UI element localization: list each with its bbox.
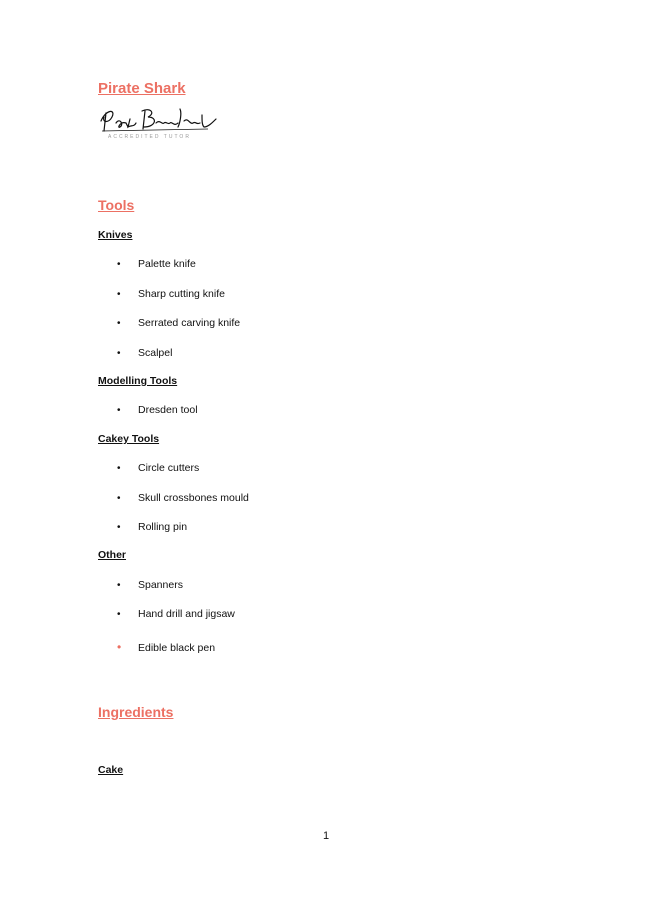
list-item: • Hand drill and jigsaw [117,608,235,620]
list-item: • Circle cutters [117,462,200,474]
bullet-icon: • [117,580,121,591]
signature-caption: ACCREDITED TUTOR [108,134,191,140]
bullet-icon: • [117,640,122,654]
bullet-icon: • [117,348,121,359]
page-number: 1 [322,830,330,842]
bullet-icon: • [117,405,121,416]
list-item: • Dresden tool [117,404,198,416]
document-title: Pirate Shark [98,80,186,97]
bullet-icon: • [117,493,121,504]
bullet-icon: • [117,289,121,300]
bullet-icon: • [117,463,121,474]
knives-heading: Knives [98,229,133,241]
ingredients-heading: Ingredients [98,704,174,720]
bullet-icon: • [117,609,121,620]
list-item: • Skull crossbones mould [117,492,249,504]
list-item: • Sharp cutting knife [117,288,225,300]
list-item: • Scalpel [117,347,173,359]
cakey-tools-heading: Cakey Tools [98,433,160,445]
bullet-icon: • [117,522,121,533]
bullet-icon: • [117,259,121,270]
modelling-tools-heading: Modelling Tools [98,375,178,387]
other-heading: Other [98,549,127,561]
bullet-icon: • [117,318,121,329]
list-item: • Edible black pen [117,640,216,654]
tools-heading: Tools [98,197,135,213]
list-item: • Palette knife [117,258,196,270]
list-item: • Spanners [117,579,183,591]
list-item: • Serrated carving knife [117,317,241,329]
cake-heading: Cake [98,764,124,776]
list-item: • Rolling pin [117,521,188,533]
